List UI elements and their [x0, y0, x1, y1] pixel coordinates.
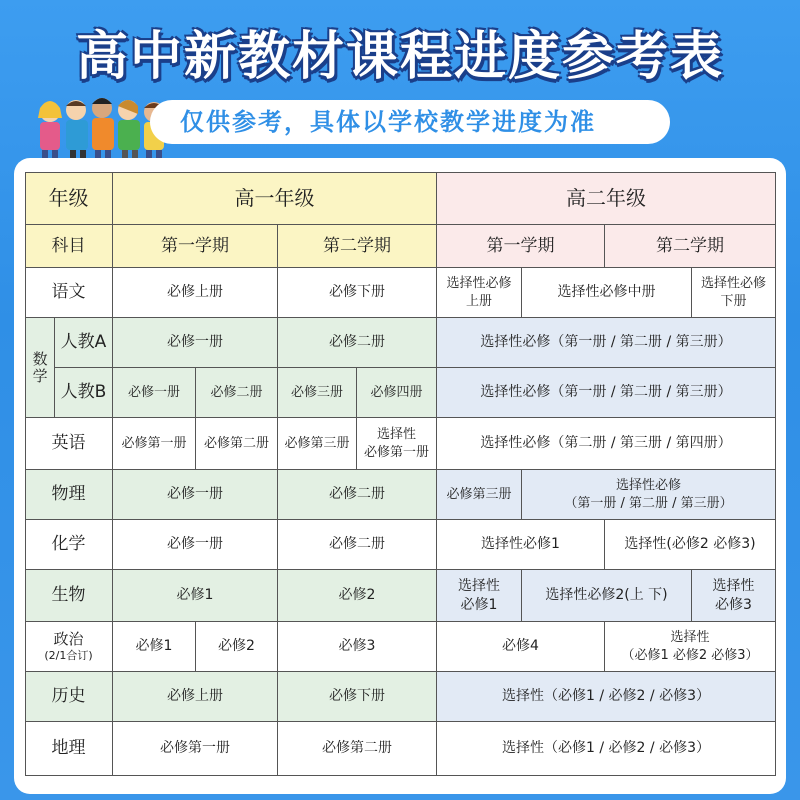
math-b-g1-t1b: 必修二册	[196, 368, 278, 418]
biology-g2-a-line2: 必修1	[460, 596, 498, 613]
biology-g2-a	[437, 570, 522, 622]
term-header-g2-t2: 第二学期	[605, 225, 776, 268]
term-header-g1-t1: 第一学期	[113, 225, 278, 268]
term-header-g1-t2: 第二学期	[278, 225, 437, 268]
biology-g2-c	[692, 570, 776, 622]
math-b-g1-t2b: 必修四册	[357, 368, 437, 418]
english-g1-t2b	[357, 418, 437, 470]
subject-chinese: 语文	[25, 268, 113, 318]
grade1-header: 高一年级	[113, 172, 437, 225]
math-a-g1-t2: 必修二册	[278, 318, 437, 368]
physics-g2-b	[522, 470, 776, 520]
subject-biology: 生物	[25, 570, 113, 622]
biology-g2-c-line2: 必修3	[715, 596, 752, 613]
politics-g2-t2-line1: 选择性	[670, 629, 710, 645]
chinese-g2-a-line2: 上册	[465, 293, 492, 309]
physics-g2-b-line1: 选择性必修	[615, 477, 681, 493]
history-g1-t1: 必修上册	[113, 672, 278, 722]
chemistry-g1-t1: 必修一册	[113, 520, 278, 570]
politics-g1-t2: 必修3	[278, 622, 437, 672]
chinese-g2-c-line1: 选择性必修	[700, 275, 766, 291]
page-title: 高中新教材课程进度参考表	[75, 27, 724, 87]
english-g1-t1a: 必修第一册	[113, 418, 196, 470]
english-g1-t2b-line1: 选择性	[376, 426, 416, 442]
math-edition-b: 人教B	[55, 368, 113, 418]
chemistry-g2-t2: 选择性(必修2 必修3)	[605, 520, 776, 570]
politics-g1-t1b: 必修2	[196, 622, 278, 672]
english-g2: 选择性必修（第二册 / 第三册 / 第四册）	[437, 418, 776, 470]
math-a-g1-t1: 必修一册	[113, 318, 278, 368]
politics-g2-t1: 必修4	[437, 622, 605, 672]
chemistry-g2-t1: 选择性必修1	[437, 520, 605, 570]
math-b-g1-t2a: 必修三册	[278, 368, 357, 418]
chinese-g2-b: 选择性必修中册	[522, 268, 692, 318]
english-g1-t2b-line2: 必修第一册	[363, 444, 429, 460]
grade-label-cell: 年级	[25, 172, 113, 225]
physics-g1-t1: 必修一册	[113, 470, 278, 520]
subject-history: 历史	[25, 672, 113, 722]
biology-g2-b: 选择性必修2(上 下)	[522, 570, 692, 622]
history-g2: 选择性（必修1 / 必修2 / 必修3）	[437, 672, 776, 722]
biology-g2-a-line1: 选择性	[458, 577, 500, 594]
chinese-g2-c-line2: 下册	[720, 293, 747, 309]
subject-politics-note: (2/1合订)	[44, 649, 93, 663]
subject-math-label: 数学	[30, 350, 49, 385]
math-edition-a: 人教A	[55, 318, 113, 368]
biology-g1-t1: 必修1	[113, 570, 278, 622]
biology-g2-c-line1: 选择性	[712, 577, 755, 594]
politics-g2-t2	[605, 622, 776, 672]
physics-g2-a: 必修第三册	[437, 470, 522, 520]
geography-g1-t2: 必修第二册	[278, 722, 437, 776]
subtitle-text: 仅供参考，具体以学校教学进度为准	[180, 108, 596, 136]
math-a-g2: 选择性必修（第一册 / 第二册 / 第三册）	[437, 318, 776, 368]
geography-g1-t1: 必修第一册	[113, 722, 278, 776]
subject-chemistry: 化学	[25, 520, 113, 570]
subject-label-cell: 科目	[25, 225, 113, 268]
history-g1-t2: 必修下册	[278, 672, 437, 722]
subject-math	[25, 318, 55, 418]
english-g1-t2a: 必修第三册	[278, 418, 357, 470]
math-b-g2: 选择性必修（第一册 / 第二册 / 第三册）	[437, 368, 776, 418]
subject-physics: 物理	[25, 470, 113, 520]
subject-politics	[25, 622, 113, 672]
term-header-g2-t1: 第一学期	[437, 225, 605, 268]
subject-english: 英语	[25, 418, 113, 470]
physics-g2-b-line2: （第一册 / 第二册 / 第三册）	[564, 495, 733, 511]
chinese-g2-a	[437, 268, 522, 318]
politics-g1-t1a: 必修1	[113, 622, 196, 672]
chinese-g1-t1: 必修上册	[113, 268, 278, 318]
subject-geography: 地理	[25, 722, 113, 776]
chinese-g2-c	[692, 268, 776, 318]
english-g1-t1b: 必修第二册	[196, 418, 278, 470]
physics-g1-t2: 必修二册	[278, 470, 437, 520]
math-b-g1-t1a: 必修一册	[113, 368, 196, 418]
politics-g2-t2-line2: （必修1 必修2 必修3）	[621, 647, 759, 663]
chinese-g1-t2: 必修下册	[278, 268, 437, 318]
grade2-header: 高二年级	[437, 172, 776, 225]
chinese-g2-a-line1: 选择性必修	[446, 275, 512, 291]
geography-g2: 选择性（必修1 / 必修2 / 必修3）	[437, 722, 776, 776]
chemistry-g1-t2: 必修二册	[278, 520, 437, 570]
biology-g1-t2: 必修2	[278, 570, 437, 622]
subject-politics-name: 政治	[53, 629, 84, 648]
